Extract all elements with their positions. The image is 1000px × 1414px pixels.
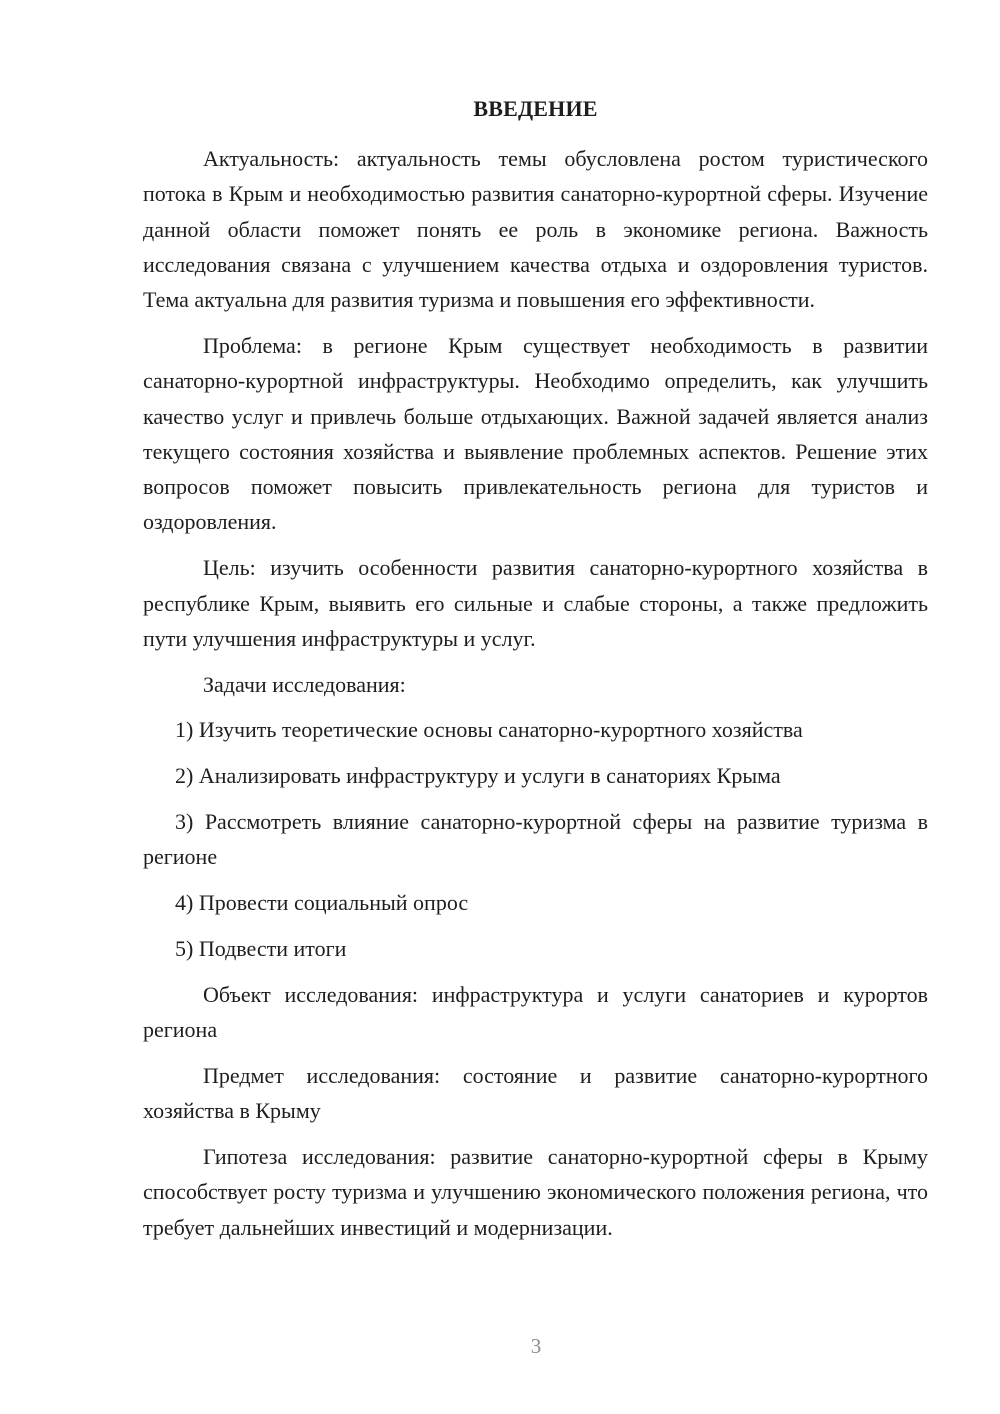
object-paragraph: Объект исследования: инфраструктура и услуги санаториев и курортов региона: [143, 981, 928, 1043]
page-number: 3: [530, 1334, 542, 1358]
page-title: ВВЕДЕНИЕ: [473, 96, 598, 121]
task-item-2: 2) Анализировать инфраструктуру и услуги в санаториях Крыма: [175, 763, 781, 789]
task-item-5: 5) Подвести итоги: [175, 935, 347, 961]
tasks-heading: Задачи исследования:: [203, 671, 406, 697]
task-item-3: 3) Рассмотреть влияние санаторно-курортной сферы на развитие туризма в регионе: [143, 809, 928, 870]
goal-paragraph: Цель: изучить особенности развития санаторно-курортного хозяйства в республике Крым, выявить его сильные и слабые стороны, а также предложить пути улучшения инфраструктуры и услуг.: [143, 555, 928, 651]
problem-paragraph: Проблема: в регионе Крым существует необходимость в развитии санаторно-курортной инфраструктуры. Необходимо определить, как улучшить качество услуг и привлечь больше отдыхающих. Важной задачей является анализ текущего состояния хозяйства и выявление проблемных аспектов. Решение этих вопросов поможет повысить привлекательность региона для туристов и оздоровления.: [143, 332, 928, 535]
task-item-1: 1) Изучить теоретические основы санаторно-курортного хозяйства: [175, 717, 803, 743]
relevance-paragraph: Актуальность: актуальность темы обусловлена ростом туристического потока в Крым и необходимостью развития санаторно-курортной сферы. Изучение данной области поможет понять ее роль в экономике региона. Важность исследования связана с улучшением качества отдыха и оздоровления туристов. Тема актуальна для развития туризма и повышения его эффективности.: [143, 146, 928, 313]
subject-paragraph: Предмет исследования: состояние и развитие санаторно-курортного хозяйства в Крыму: [143, 1062, 928, 1124]
hypothesis-paragraph: Гипотеза исследования: развитие санаторно-курортной сферы в Крыму способствует росту туризма и улучшению экономического положения региона, что требует дальнейших инвестиций и модернизации.: [143, 1143, 928, 1240]
document-body: [143, 94, 928, 1245]
task-item-4: 4) Провести социальный опрос: [175, 890, 469, 916]
